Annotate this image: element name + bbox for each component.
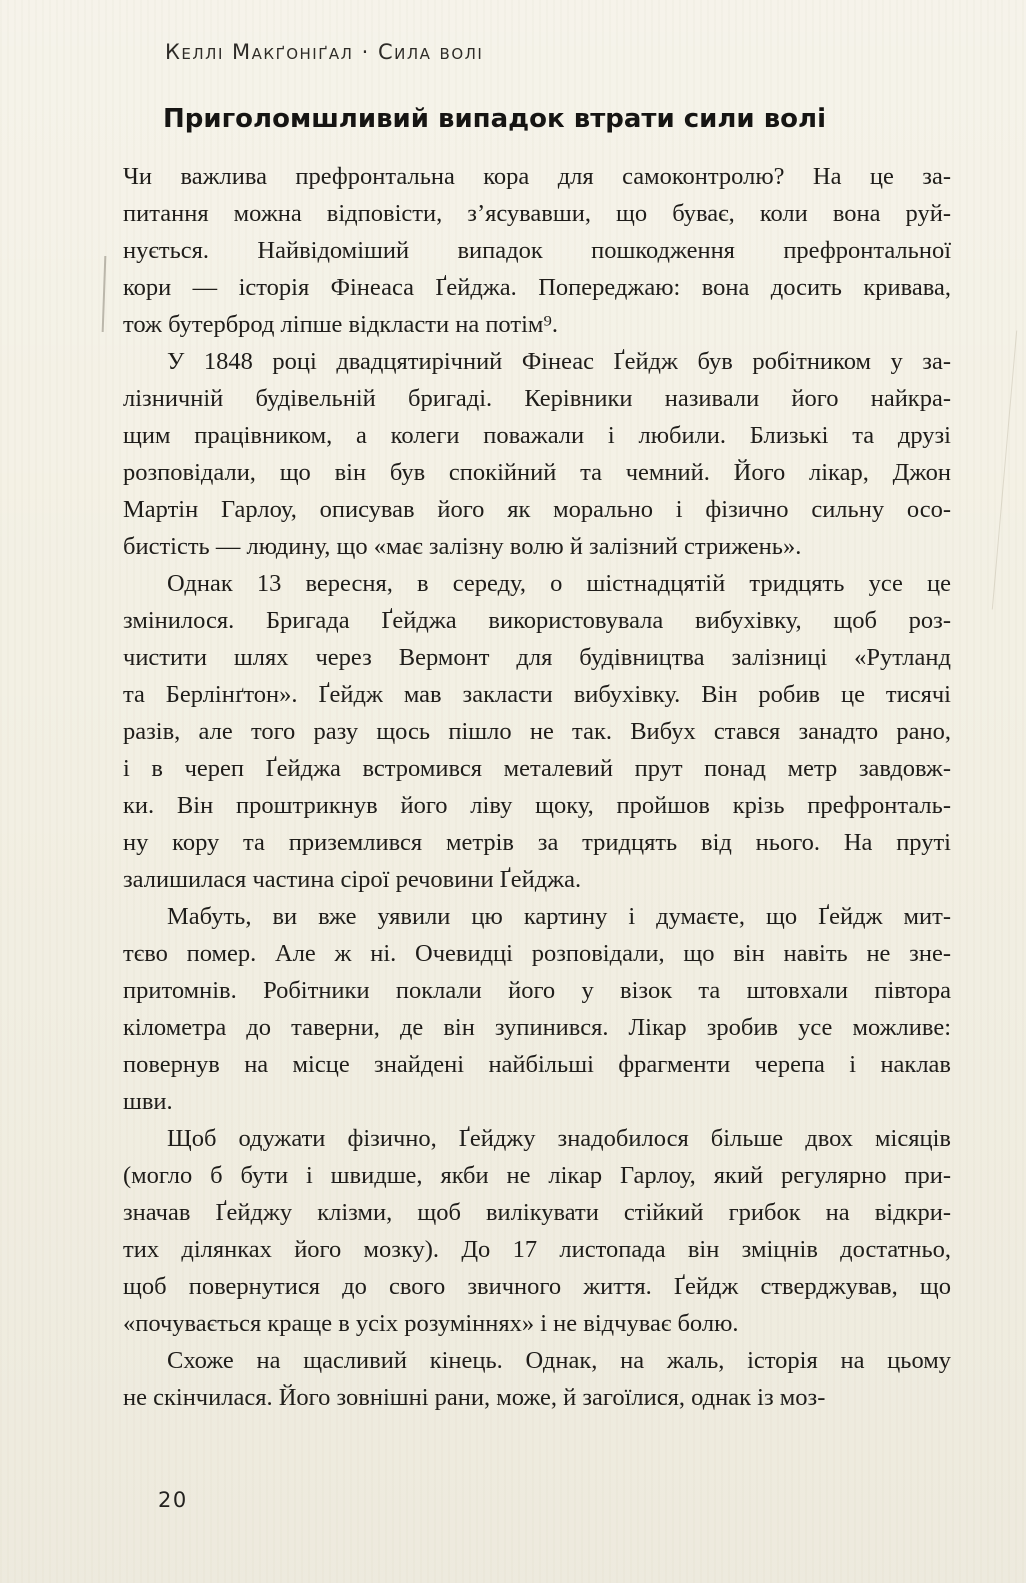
text-line: значав Ґейджу клізми, щоб вилікувати стійкий грибок на відкри- xyxy=(123,1199,951,1226)
text-line: бистість — людину, що «має залізну волю й залізний стрижень». xyxy=(123,533,802,560)
text-line: щоб повернутися до свого звичного життя. Ґейдж стверджував, що xyxy=(123,1273,951,1300)
text-line: ки. Він проштрикнув його ліву щоку, пройшов крізь префронталь- xyxy=(123,792,951,819)
text-line: лізничній будівельній бригаді. Керівники називали його найкра- xyxy=(123,385,951,412)
paragraph xyxy=(123,565,951,898)
body-text xyxy=(123,158,951,1416)
text-line: чистити шлях через Вермонт для будівництва залізниці «Рутланд xyxy=(123,644,951,671)
text-line: Однак 13 вересня, в середу, о шістнадцятій тридцять усе це xyxy=(167,570,951,597)
paragraph xyxy=(123,1120,951,1342)
text-line: повернув на місце знайдені найбільші фрагменти черепа і наклав xyxy=(123,1051,951,1078)
text-line: Мартін Гарлоу, описував його як морально і фізично сильну осо- xyxy=(123,496,951,523)
text-line: тєво помер. Але ж ні. Очевидці розповідали, що він навіть не зне- xyxy=(123,940,951,967)
text-line: та Берлінґтон». Ґейдж мав закласти вибухівку. Він робив це тисячі xyxy=(123,681,951,708)
text-line: ну кору та приземлився метрів за тридцять від нього. На пруті xyxy=(123,829,951,856)
paragraph xyxy=(123,158,951,343)
paragraph xyxy=(123,1342,951,1416)
text-line: притомнів. Робітники поклали його у візок та штовхали півтора xyxy=(123,977,951,1004)
text-line: кілометра до таверни, де він зупинився. Лікар зробив усе можливе: xyxy=(123,1014,951,1041)
text-line: питання можна відповісти, з’ясувавши, що буває, коли вона руй- xyxy=(123,200,951,227)
paragraph xyxy=(123,343,951,565)
text-line: кори — історія Фінеаса Ґейджа. Попереджаю: вона досить кривава, xyxy=(123,274,951,301)
text-line: шви. xyxy=(123,1088,173,1115)
text-line: «почувається краще в усіх розуміннях» і не відчуває болю. xyxy=(123,1310,739,1337)
text-line: тих ділянках його мозку). До 17 листопада він зміцнів достатньо, xyxy=(123,1236,951,1263)
text-line: Мабуть, ви вже уявили цю картину і думаєте, що Ґейдж мит- xyxy=(167,903,951,930)
text-line: разів, але того разу щось пішло не так. Вибух стався занадто рано, xyxy=(123,718,951,745)
page-number: 20 xyxy=(158,1488,188,1512)
text-line: Щоб одужати фізично, Ґейджу знадобилося більше двох місяців xyxy=(167,1125,951,1152)
section-title: Приголомшливий випадок втрати сили волі xyxy=(163,104,826,134)
text-line: не скінчилася. Його зовнішні рани, може, й загоїлися, однак із моз- xyxy=(123,1384,826,1411)
text-line: Схоже на щасливий кінець. Однак, на жаль, історія на цьому xyxy=(167,1347,951,1374)
text-line: нується. Найвідоміший випадок пошкодження префронтальної xyxy=(123,237,951,264)
text-line: (могло б бути і швидше, якби не лікар Гарлоу, який регулярно при- xyxy=(123,1162,951,1189)
text-line: щим працівником, а колеги поважали і любили. Близькі та друзі xyxy=(123,422,951,449)
scan-artifact xyxy=(992,330,1017,609)
scan-artifact xyxy=(102,256,107,332)
text-line: Чи важлива префронтальна кора для самоконтролю? На це за- xyxy=(123,163,951,190)
text-line: залишилася частина сірої речовини Ґейджа. xyxy=(123,866,582,893)
running-head: Келлі Макґоніґал · Сила волі xyxy=(165,40,484,64)
text-line: У 1848 році двадцятирічний Фінеас Ґейдж був робітником у за- xyxy=(167,348,951,375)
paragraph xyxy=(123,898,951,1120)
text-line: змінилося. Бригада Ґейджа використовувала вибухівку, щоб роз- xyxy=(123,607,951,634)
text-line: і в череп Ґейджа встромився металевий прут понад метр завдовж- xyxy=(123,755,951,782)
text-line: тож бутерброд ліпше відкласти на потім⁹. xyxy=(123,311,559,338)
text-line: розповідали, що він був спокійний та чемний. Його лікар, Джон xyxy=(123,459,951,486)
